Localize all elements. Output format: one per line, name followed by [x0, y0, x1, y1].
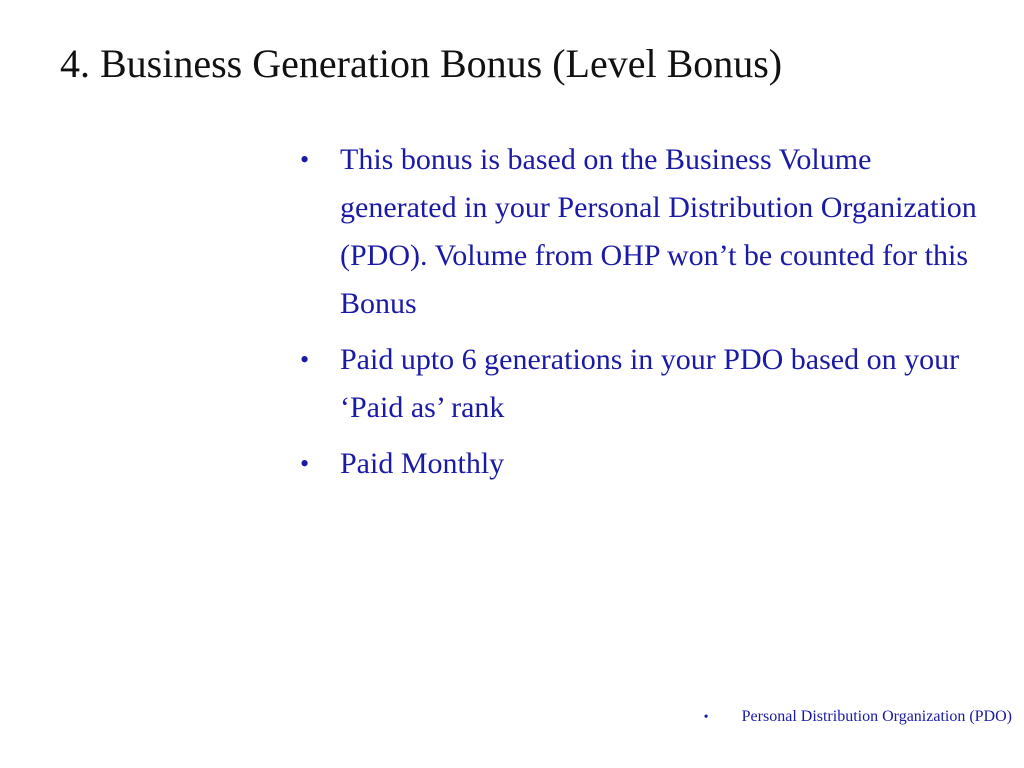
footnote-bullet-icon: •: [703, 710, 709, 725]
bullet-list: [298, 136, 978, 496]
bullet-icon: •: [300, 145, 310, 174]
bullet-text: Paid upto 6 generations in your PDO based on your ‘Paid as’ rank: [340, 343, 960, 424]
bullet-item-paid-monthly: [298, 440, 978, 488]
footnote-text: Personal Distribution Organization (PDO): [741, 708, 1012, 725]
bullet-item-business-volume: [298, 136, 978, 328]
slide-title: 4. Business Generation Bonus (Level Bonus): [60, 41, 783, 86]
footnote: [704, 708, 1012, 726]
bullet-text: Paid Monthly: [340, 447, 505, 480]
bullet-icon: •: [300, 345, 310, 374]
bullet-item-generations: [298, 336, 978, 432]
bullet-icon: •: [300, 449, 310, 478]
bullet-text: This bonus is based on the Business Volume generated in your Personal Distribution Organization (PDO). Volume from OHP won’t be counted for this Bonus: [340, 143, 977, 320]
